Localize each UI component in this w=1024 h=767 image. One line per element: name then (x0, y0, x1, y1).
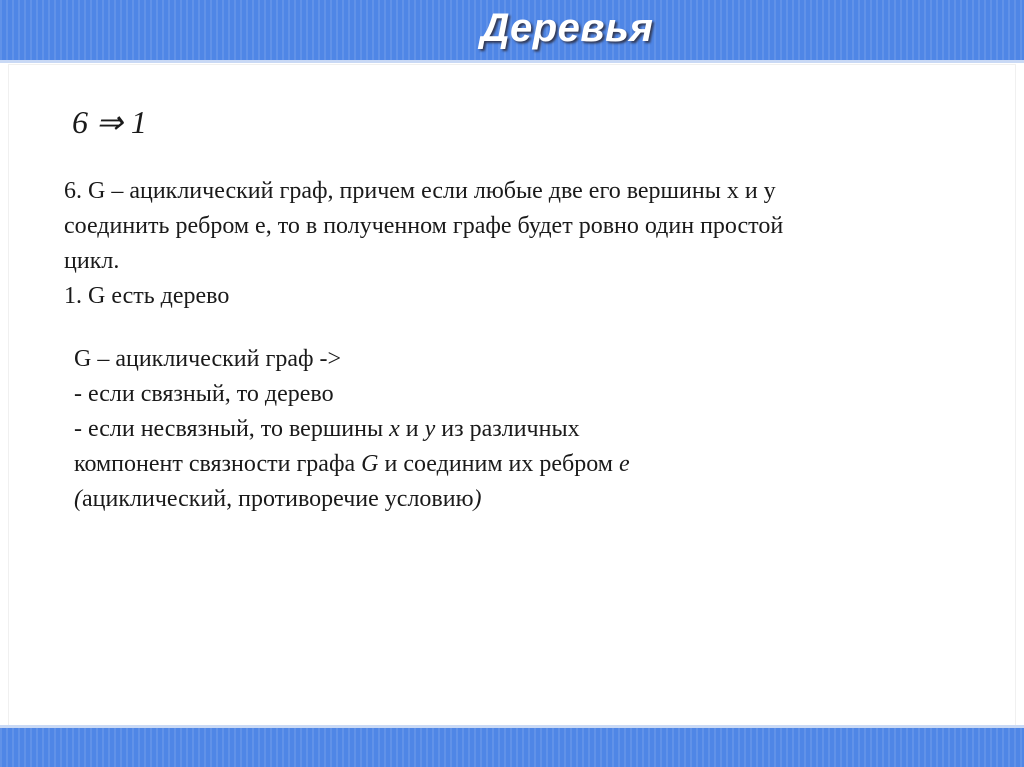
premise-line-2: соединить ребром e, то в полученном графе будет ровно один простой (64, 213, 784, 239)
proof-line-3-start: - если несвязный, то вершины (74, 416, 390, 442)
proof-line-3-and: и (399, 416, 425, 442)
header-divider (0, 60, 1024, 63)
slide-title: Деревья (480, 6, 654, 50)
proof-line-5-text: ациклический, противоречие условию (82, 486, 474, 512)
proof-line-4-start: компонент связности графа (74, 451, 362, 477)
theorem-statement: 6 ⇒ 1 (72, 104, 147, 140)
premise-line-1: 6. G – ациклический граф, причем если любые две его вершины x и y (64, 178, 776, 204)
vertex-y: y (424, 416, 436, 442)
graph-g: G (361, 451, 379, 477)
proof-block (74, 342, 834, 517)
proof-line-1: G – ациклический граф -> (74, 346, 342, 372)
proof-line-3-end: из различных (435, 416, 580, 442)
premise-block (64, 174, 944, 314)
proof-line-5 (74, 482, 834, 517)
proof-line-4-mid: и соединим их ребром (378, 451, 619, 477)
proof-line-2: - если связный, то дерево (74, 381, 334, 407)
premise-line-4: 1. G есть дерево (64, 283, 230, 309)
proof-line-3 (74, 412, 834, 447)
edge-e: e (619, 451, 630, 477)
premise-line-3: цикл. (64, 248, 120, 274)
footer-bar (0, 728, 1024, 767)
vertex-x: x (389, 416, 400, 442)
paren-close: ) (473, 486, 482, 512)
proof-line-4 (74, 447, 834, 482)
paren-open: ( (74, 486, 82, 512)
